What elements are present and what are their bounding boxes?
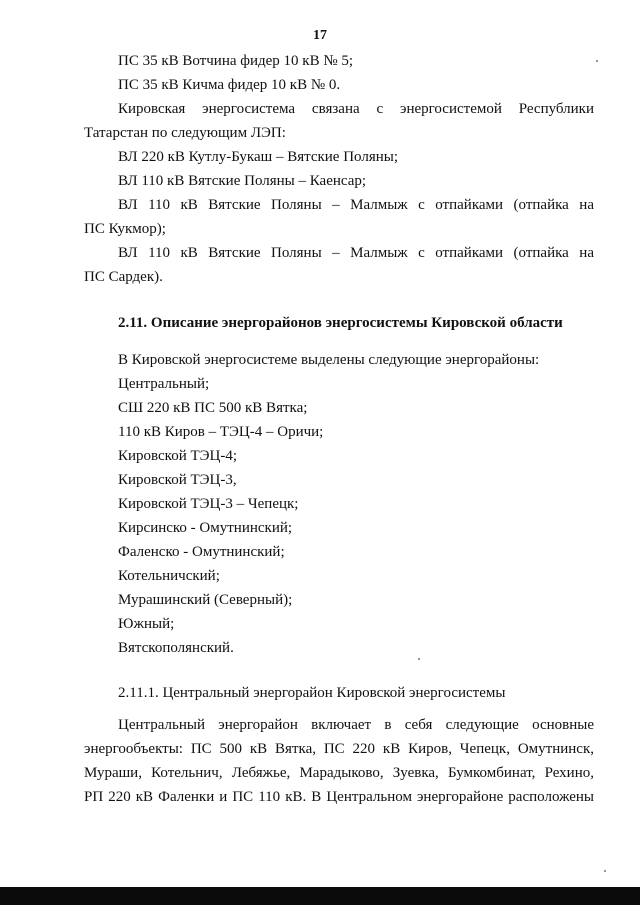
text-line: ВЛ 110 кВ Вятские Поляны – Малмыж с отпайками (отпайка на — [118, 245, 594, 261]
scan-speck — [596, 60, 598, 62]
text-line: ПС Сардек). — [84, 269, 163, 285]
text-line: ВЛ 220 кВ Кутлу-Букаш – Вятские Поляны; — [118, 149, 399, 165]
text-line: ПС 35 кВ Вотчина фидер 10 кВ № 5; — [118, 53, 354, 69]
list-item: Фаленско - Омутнинский; — [118, 544, 285, 560]
intro-line: В Кировской энергосистеме выделены следующие энергорайоны: — [118, 352, 540, 368]
text-line: ВЛ 110 кВ Вятские Поляны – Каенсар; — [118, 173, 367, 189]
subsection-heading: 2.11.1. Центральный энергорайон Кировской энергосистемы — [118, 685, 506, 701]
paragraph-line: РП 220 кВ Фаленки и ПС 110 кВ. В Центральном энергорайоне расположены — [84, 789, 594, 805]
list-item: Вятскополянский. — [118, 640, 234, 656]
list-item: 110 кВ Киров – ТЭЦ-4 – Оричи; — [118, 424, 324, 440]
paragraph-line: энергообъекты: ПС 500 кВ Вятка, ПС 220 кВ Киров, Чепецк, Омутнинск, — [84, 741, 594, 757]
paragraph-line: Центральный энергорайон включает в себя следующие основные — [118, 717, 594, 733]
page-number: 17 — [313, 28, 327, 43]
text-line: Кировская энергосистема связана с энергосистемой Республики — [118, 101, 594, 117]
list-item: Южный; — [118, 616, 175, 632]
scan-border-bar — [0, 887, 640, 905]
list-item: СШ 220 кВ ПС 500 кВ Вятка; — [118, 400, 308, 416]
paragraph-line: Мураши, Котельнич, Лебяжье, Марадыково, Зуевка, Бумкомбинат, Рехино, — [84, 765, 594, 781]
text-line: Татарстан по следующим ЛЭП: — [84, 125, 286, 141]
list-item: Кировской ТЭЦ-4; — [118, 448, 238, 464]
scan-speck — [418, 658, 420, 660]
list-item: Котельничский; — [118, 568, 220, 584]
text-line: ВЛ 110 кВ Вятские Поляны – Малмыж с отпайками (отпайка на — [118, 197, 594, 213]
text-line: ПС 35 кВ Кичма фидер 10 кВ № 0. — [118, 77, 341, 93]
scan-speck — [604, 870, 606, 872]
list-item: Кирсинско - Омутнинский; — [118, 520, 293, 536]
list-item: Центральный; — [118, 376, 210, 392]
section-heading: 2.11. Описание энергорайонов энергосистемы Кировской области — [118, 315, 563, 331]
list-item: Кировской ТЭЦ-3 – Чепецк; — [118, 496, 299, 512]
list-item: Мурашинский (Северный); — [118, 592, 293, 608]
list-item: Кировской ТЭЦ-3, — [118, 472, 237, 488]
text-line: ПС Кукмор); — [84, 221, 166, 237]
